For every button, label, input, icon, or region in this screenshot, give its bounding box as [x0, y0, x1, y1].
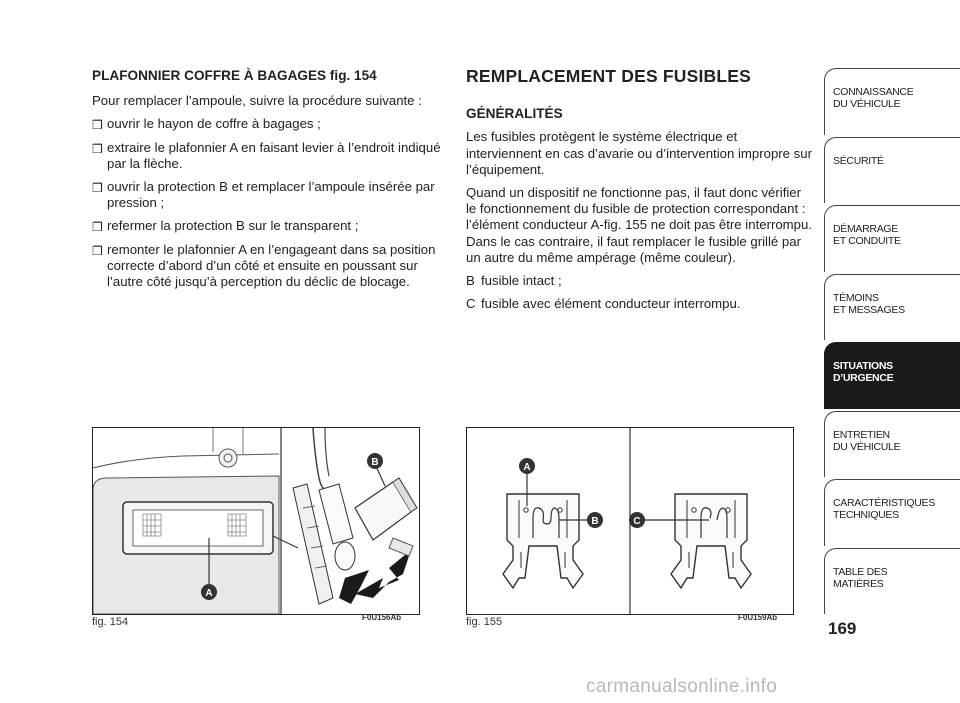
watermark: carmanualsonline.info — [586, 676, 778, 697]
fuse-drawing — [467, 428, 793, 614]
list-item: ❒ extraire le plafonnier A en faisant levier à l’endroit indiqué par la flèche. — [92, 139, 441, 171]
checkbox-bullet-icon: ❒ — [92, 243, 103, 258]
checkbox-bullet-icon: ❒ — [92, 118, 103, 133]
paragraph: Les fusibles protègent le système électrique et interviennent en cas d’avarie ou d’intervention impropre sur l’équipement. — [466, 129, 812, 177]
page-number: 169 — [828, 619, 857, 638]
paragraph: Quand un dispositif ne fonctionne pas, il faut donc vérifier le fonctionnement du fusible de protection correspondant : l’élément conducteur A-fig. 155 ne doit pas être interrompu. Dans le cas contraire, il faut remplacer le fusible grillé par un autre du même ampérage (même couleur). — [466, 185, 813, 265]
left-column — [92, 68, 444, 297]
figure-154-code: F0U156Ab — [362, 613, 402, 622]
intro-text: Pour remplacer l’ampoule, suivre la procédure suivante : — [92, 93, 422, 109]
section-heading-generalites: GÉNÉRALITÉS — [466, 106, 563, 122]
chapter-tabs — [824, 68, 960, 616]
list-item: ❒ ouvrir la protection B et remplacer l’ampoule insérée par pression ; — [92, 179, 435, 211]
tab-entretien-du-vehicule[interactable]: ENTRETIEN DU VÉHICULE — [824, 411, 960, 478]
list-item: ❒ ouvrir le hayon de coffre à bagages ; — [92, 116, 321, 133]
svg-text:C: C — [633, 516, 641, 527]
trunk-light-drawing — [93, 428, 419, 614]
svg-text:A: A — [205, 588, 213, 599]
tab-securite[interactable]: SÉCURITÉ — [824, 137, 960, 204]
figure-155-code: F0U159Ab — [738, 613, 778, 622]
tab-demarrage-et-conduite[interactable]: DÉMARRAGE ET CONDUITE — [824, 205, 960, 272]
figure-154-caption: fig. 154 — [92, 616, 129, 628]
legend-item-c: C fusible avec élément conducteur interrompu. — [466, 296, 741, 312]
section-heading-plafonnier: PLAFONNIER COFFRE À BAGAGES fig. 154 — [92, 68, 377, 83]
svg-text:B: B — [591, 516, 599, 527]
tab-temoins-et-messages[interactable]: TÉMOINS ET MESSAGES — [824, 274, 960, 341]
tab-caracteristiques-techniques[interactable]: CARACTÉRISTIQUES TECHNIQUES — [824, 479, 960, 546]
tab-connaissance-du-vehicule[interactable]: CONNAISSANCE DU VÉHICULE — [824, 68, 960, 135]
legend-item-b: B fusible intact ; — [466, 273, 562, 289]
checkbox-bullet-icon: ❒ — [92, 181, 103, 196]
svg-text:A: A — [523, 462, 531, 473]
page-title: REMPLACEMENT DES FUSIBLES — [466, 66, 752, 86]
figure-155-illustration — [466, 427, 794, 615]
list-item: ❒ refermer la protection B sur le transparent ; — [92, 218, 359, 235]
svg-text:B: B — [371, 457, 379, 468]
figure-155-caption: fig. 155 — [466, 616, 503, 628]
tab-table-des-matieres[interactable]: TABLE DES MATIÈRES — [824, 548, 960, 615]
right-column — [466, 68, 812, 319]
list-item: ❒ remonter le plafonnier A en l’engageant dans sa position correcte d’abord d’un côté et ensuite en poussant sur l’autre côté jusqu’à perception du déclic de blocage. — [92, 241, 436, 290]
checkbox-bullet-icon: ❒ — [92, 141, 103, 156]
checkbox-bullet-icon: ❒ — [92, 220, 103, 235]
tab-situations-d-urgence[interactable]: SITUATIONS D’URGENCE — [824, 342, 960, 409]
figure-154-illustration — [92, 427, 420, 615]
